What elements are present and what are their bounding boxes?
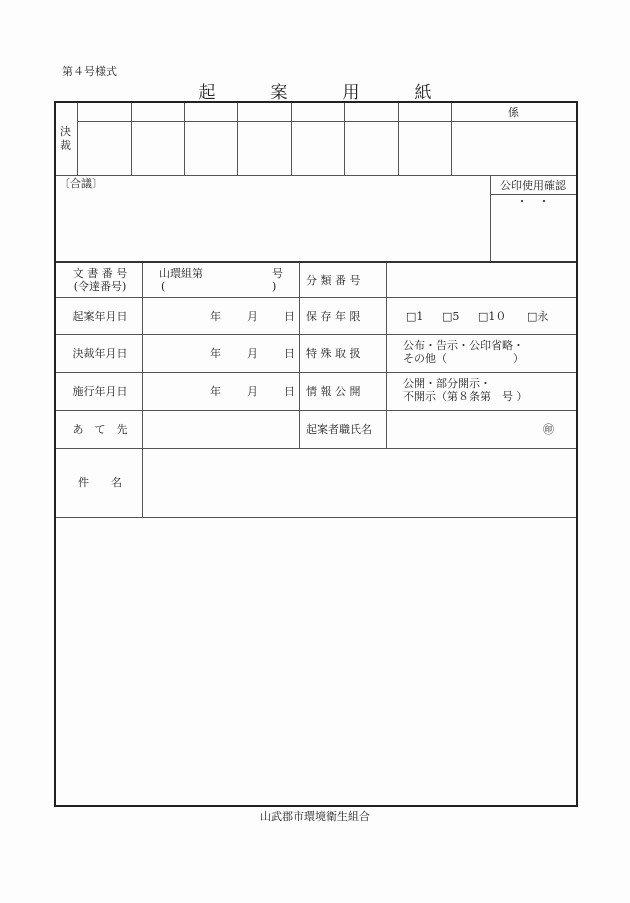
- year-unit: 年: [210, 347, 221, 360]
- form-number: 第４号様式: [62, 65, 117, 78]
- retention-option-5[interactable]: □5: [442, 310, 460, 323]
- approval-row-divider: [77, 121, 576, 122]
- document-number-prefix: 山環組第: [159, 267, 203, 280]
- page-title: [0, 78, 630, 103]
- body-area[interactable]: [56, 518, 576, 805]
- classification-number-label: 分 類 番 号: [306, 274, 361, 287]
- paren-open: (: [161, 280, 166, 293]
- approval-label: 決裁: [60, 125, 71, 152]
- grid-line: [56, 175, 576, 176]
- paren-close: ): [272, 280, 277, 293]
- year-unit: 年: [210, 385, 221, 398]
- document-number-field[interactable]: [143, 264, 299, 297]
- title-char: 用: [342, 83, 360, 103]
- document-number-label: 文 書 番 号: [72, 267, 128, 280]
- enforcement-date-field[interactable]: [143, 373, 299, 410]
- grid-line: [237, 103, 238, 175]
- grid-line: [344, 103, 345, 175]
- subject-field[interactable]: [143, 449, 576, 517]
- draft-date-field[interactable]: [143, 298, 299, 334]
- drafter-label: 起案者職氏名: [306, 423, 372, 436]
- month-unit: 月: [247, 347, 258, 360]
- drafter-field[interactable]: [387, 411, 576, 448]
- information-disclosure-label: 情 報 公 開: [306, 385, 361, 398]
- grid-line: [56, 334, 576, 335]
- day-unit: 日: [284, 347, 295, 360]
- form-frame: [54, 101, 578, 807]
- title-char: 案: [270, 83, 288, 103]
- addressee-label: あ て 先: [72, 423, 128, 436]
- grid-line: [299, 263, 300, 448]
- classification-number-field[interactable]: [387, 264, 576, 297]
- retention-period-label: 保 存 年 限: [306, 310, 361, 323]
- grid-line: [56, 372, 576, 373]
- grid-line: [131, 103, 132, 175]
- disclosure-options[interactable]: 公開・部分開示・: [403, 377, 491, 390]
- day-unit: 日: [284, 385, 295, 398]
- seal-icon: ㊞: [543, 423, 554, 436]
- special-handling-other[interactable]: その他（ ）: [403, 352, 524, 365]
- draft-date-label: 起案年月日: [72, 310, 128, 323]
- title-char: 起: [198, 83, 216, 103]
- addressee-field[interactable]: [143, 411, 299, 448]
- title-char: 紙: [414, 83, 432, 103]
- decision-date-field[interactable]: [143, 335, 299, 372]
- subject-label: 件 名: [78, 476, 122, 489]
- organization-name: 山武郡市環境衛生組合: [260, 810, 370, 823]
- month-unit: 月: [247, 310, 258, 323]
- special-handling-label: 特 殊 取 扱: [306, 347, 361, 360]
- retention-option-1[interactable]: □1: [406, 310, 424, 323]
- approval-divider: [77, 103, 78, 175]
- day-unit: 日: [284, 310, 295, 323]
- grid-line: [398, 103, 399, 175]
- grid-line: [291, 103, 292, 175]
- grid-line: [56, 297, 576, 298]
- non-disclosure-option[interactable]: 不開示（第８条第 号 ）: [403, 390, 528, 403]
- month-unit: 月: [247, 385, 258, 398]
- year-unit: 年: [210, 310, 221, 323]
- seal-confirm-label: 公印使用確認: [500, 179, 566, 192]
- grid-line: [184, 103, 185, 175]
- enforcement-date-label: 施行年月日: [72, 385, 128, 398]
- decision-date-label: 決裁年月日: [72, 347, 128, 360]
- seal-confirm-date: ・ ・: [516, 195, 550, 208]
- document-number-suffix: 号: [272, 267, 283, 280]
- special-handling-options[interactable]: 公布・告示・公印省略・: [403, 339, 524, 352]
- retention-option-permanent[interactable]: □永: [527, 310, 549, 323]
- directive-number-label: (令達番号): [73, 280, 127, 293]
- consultation-label: 〔合議〕: [59, 177, 103, 190]
- retention-option-10[interactable]: □1０: [478, 310, 507, 323]
- section-label: 係: [508, 106, 519, 119]
- grid-line: [56, 261, 576, 263]
